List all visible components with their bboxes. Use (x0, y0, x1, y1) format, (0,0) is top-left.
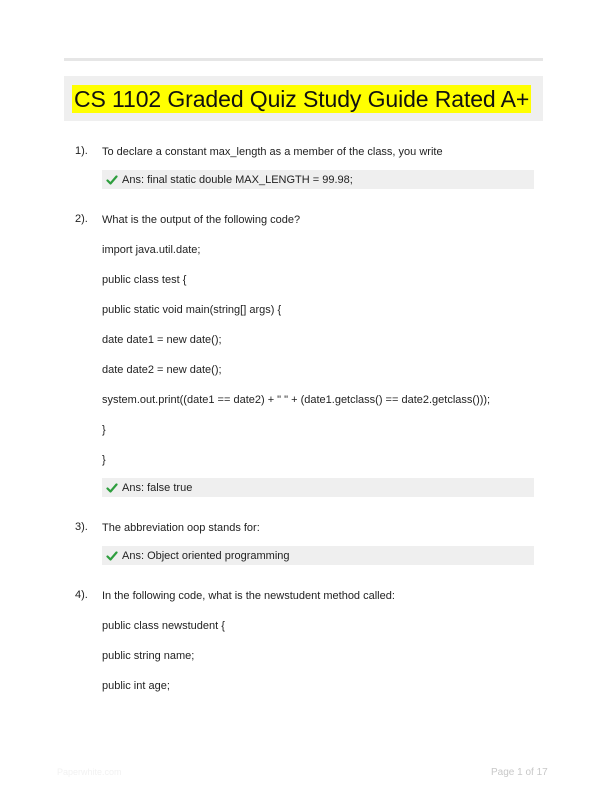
question-number: 2). (75, 213, 88, 225)
answer-text: Ans: final static double MAX_LENGTH = 99.98; (122, 173, 353, 186)
page-number: Page 1 of 17 (491, 767, 548, 778)
question-text: To declare a constant max_length as a member of the class, you write (102, 146, 443, 158)
page-title: CS 1102 Graded Quiz Study Guide Rated A+ (74, 85, 530, 112)
question-number: 1). (75, 145, 88, 157)
code-line: } (102, 454, 106, 466)
question-text: The abbreviation oop stands for: (102, 522, 260, 534)
code-line: system.out.print((date1 == date2) + " " + (date1.getclass() == date2.getclass())); (102, 394, 491, 406)
code-line: date date2 = new date(); (102, 364, 222, 376)
title-bar (64, 76, 543, 121)
check-icon (106, 550, 120, 562)
code-line: import java.util.date; (102, 244, 201, 256)
code-line: public class newstudent { (102, 620, 225, 632)
check-icon (106, 482, 120, 494)
code-line: } (102, 424, 106, 436)
check-icon (106, 174, 120, 186)
question-text: In the following code, what is the newstudent method called: (102, 590, 395, 602)
answer-box (102, 478, 534, 497)
footer-watermark: Paperwhite.com (57, 767, 122, 777)
code-line: public class test { (102, 274, 187, 286)
answer-text: Ans: Object oriented programming (122, 549, 290, 562)
answer-text: Ans: false true (122, 481, 193, 494)
answer-box (102, 170, 534, 189)
code-line: date date1 = new date(); (102, 334, 222, 346)
code-line: public static void main(string[] args) { (102, 304, 282, 316)
answer-box (102, 546, 534, 565)
question-text: What is the output of the following code? (102, 214, 301, 226)
question-number: 4). (75, 589, 88, 601)
top-rule (64, 58, 543, 61)
question-number: 3). (75, 521, 88, 533)
code-line: public string name; (102, 650, 195, 662)
code-line: public int age; (102, 680, 170, 692)
